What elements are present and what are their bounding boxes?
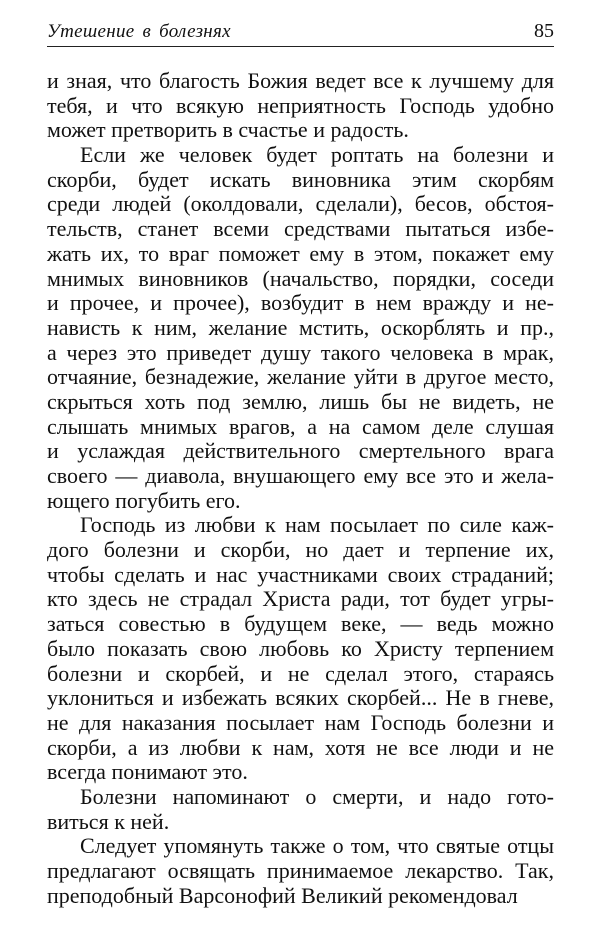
- text-line: Болезни напоминают о смерти, и надо гото-: [80, 783, 554, 809]
- text-line: отчаяние, безнадежие, желание уйти в другое место,: [47, 364, 554, 390]
- text-line: виться к ней.: [47, 808, 170, 834]
- text-line: не для наказания посылает нам Господь болезни и: [47, 709, 554, 735]
- text-line: скрыться хоть под землю, лишь бы не видеть, не: [47, 388, 554, 414]
- text-line: своего — диавола, внушающего ему все это и жела-: [47, 463, 554, 488]
- running-title: Утешение в болезнях: [47, 21, 231, 42]
- paragraph: [47, 785, 554, 834]
- text-line: дого болезни и скорби, но дает и терпение их,: [47, 537, 554, 563]
- text-line: кто здесь не страдал Христа ради, тот будет угры-: [47, 586, 554, 612]
- text-line: предлагают освящать принимаемое лекарство. Так,: [47, 858, 554, 883]
- text-line: скорби, а из любви к нам, хотя не все люди и не: [47, 734, 554, 760]
- text-line: скорби, будет искать виновника этим скорбям: [47, 166, 554, 192]
- text-line: заться совестью в будущем веке, — ведь можно: [47, 611, 554, 637]
- text-line: нависть к ним, желание мстить, оскорблять и пр.,: [47, 314, 554, 340]
- text-line: и прочее, и прочее), возбудит в нем вражду и не-: [47, 290, 554, 316]
- body-text: [47, 69, 554, 908]
- running-header: [47, 20, 554, 47]
- text-line: преподобный Варсонофий Великий рекомендовал: [47, 882, 518, 908]
- text-line: всегда понимают это.: [47, 759, 248, 785]
- paragraph: [47, 69, 554, 143]
- text-line: Следует упомянуть также о том, что святые отцы: [80, 833, 554, 859]
- text-line: болезни и скорбей, и не сделал этого, стараясь: [47, 660, 554, 686]
- text-line: а через это приведет душу такого человека в мрак,: [47, 339, 554, 365]
- text-line: Если же человек будет роптать на болезни и: [80, 142, 554, 168]
- text-line: слышать мнимых врагов, а на самом деле слушая: [47, 413, 554, 439]
- paragraph: [47, 513, 554, 785]
- text-line: ющего погубить его.: [47, 487, 241, 513]
- text-line: может претворить в счастье и радость.: [47, 117, 409, 143]
- text-line: Господь из любви к нам посылает по силе каж-: [80, 512, 554, 538]
- text-line: уклониться и избежать всяких скорбей... Не в гневе,: [47, 685, 554, 711]
- text-line: мнимых виновников (начальство, порядки, соседи: [47, 265, 554, 291]
- text-line: тельств, станет всеми средствами пытаться избе-: [47, 216, 554, 242]
- text-line: среди людей (околдовали, сделали), бесов, обстоя-: [47, 191, 554, 217]
- text-line: тебя, и что всякую неприятность Господь удобно: [47, 92, 554, 118]
- paragraph: [47, 834, 554, 908]
- text-line: и зная, что благость Божия ведет все к лучшему для: [47, 68, 554, 93]
- page-number: 85: [534, 20, 554, 42]
- text-line: чтобы сделать и нас участниками своих страданий;: [47, 561, 554, 587]
- text-line: жать их, то враг поможет ему в этом, покажет ему: [47, 240, 554, 266]
- book-page: [47, 0, 554, 938]
- paragraph: [47, 143, 554, 513]
- text-line: и услаждая действительного смертельного врага: [47, 438, 554, 464]
- text-line: было показать свою любовь ко Христу терпением: [47, 635, 554, 661]
